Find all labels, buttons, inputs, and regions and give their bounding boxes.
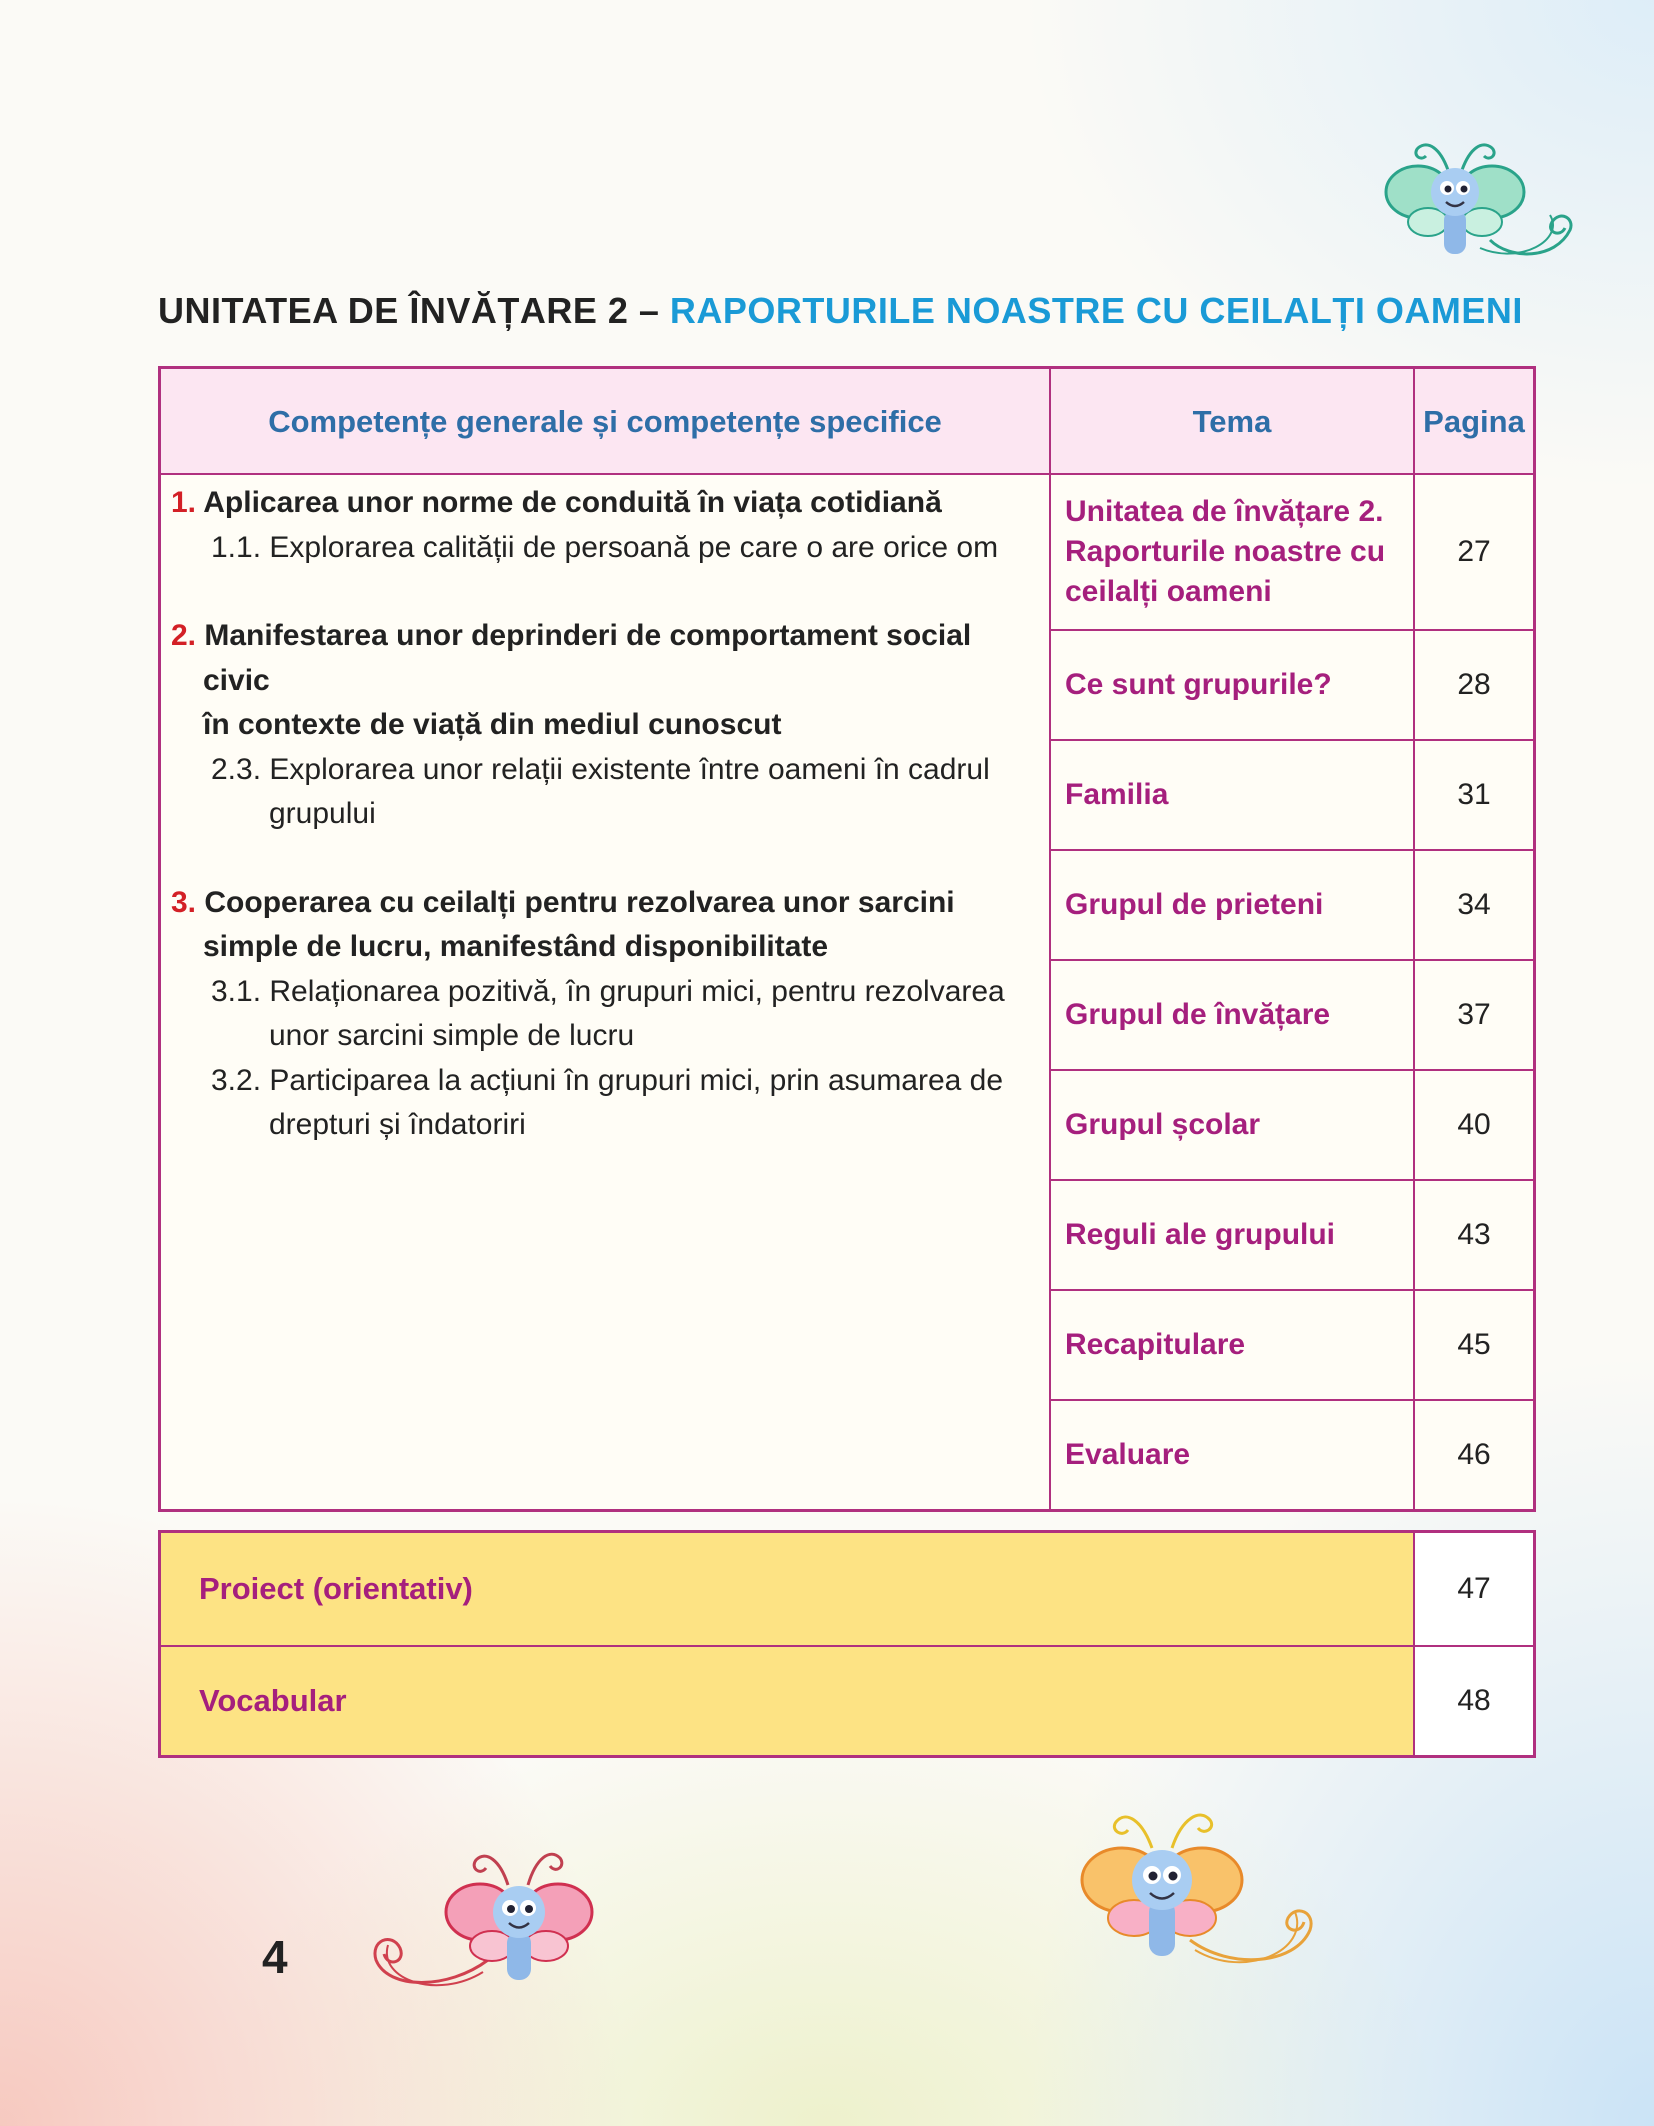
general-competence-continuation: în contexte de viață din mediul cunoscut xyxy=(203,708,782,741)
topic-page: 40 xyxy=(1457,1108,1491,1141)
extra-row xyxy=(161,1533,1533,1645)
butterfly-teal-icon xyxy=(1370,130,1580,270)
general-competence-text: Aplicarea unor norme de conduită în viața cotidiană xyxy=(203,486,942,519)
general-competence-text: Cooperarea cu ceilalți pentru rezolvarea unor sarcini simple de lucru, manifestând disponibilitate xyxy=(203,885,955,963)
topic-cell: Grupul de prieteni xyxy=(1065,888,1324,921)
header-topic: Tema xyxy=(1051,369,1413,474)
general-competence xyxy=(171,881,1051,970)
topic-cell: Ce sunt grupurile? xyxy=(1065,668,1332,701)
header-competences: Competențe generale și competențe specifice xyxy=(161,369,1049,474)
butterfly-orange-icon xyxy=(1060,1800,1320,1990)
topic-page: 34 xyxy=(1457,888,1491,921)
unit-heading-title: RAPORTURILE NOASTRE CU CEILALȚI OAMENI xyxy=(669,290,1523,331)
extra-page: 47 xyxy=(1415,1533,1533,1645)
extra-title: Proiect (orientativ) xyxy=(161,1533,1413,1645)
competences-table xyxy=(158,366,1536,1512)
header-page: Pagina xyxy=(1415,369,1533,474)
topic-cell: Recapitulare xyxy=(1065,1328,1246,1361)
topic-page: 28 xyxy=(1457,668,1491,701)
general-competence xyxy=(171,614,1051,703)
extra-title: Vocabular xyxy=(161,1647,1413,1755)
competence-number: 2. xyxy=(171,619,197,652)
column-divider xyxy=(1413,1533,1415,1755)
extras-table xyxy=(158,1530,1536,1758)
general-competence xyxy=(171,481,1051,526)
topic-page: 46 xyxy=(1457,1438,1491,1471)
topic-page: 27 xyxy=(1457,535,1491,568)
topic-page: 45 xyxy=(1457,1328,1491,1361)
topic-page: 43 xyxy=(1457,1218,1491,1251)
unit-heading-prefix: UNITATEA DE ÎNVĂȚARE 2 – xyxy=(158,290,660,331)
specific-competence: 1.1. Explorarea calității de persoană pe care o are orice om xyxy=(211,530,999,564)
unit-heading xyxy=(158,290,1523,332)
topic-page: 31 xyxy=(1457,778,1491,811)
topic-cell: Reguli ale grupului xyxy=(1065,1218,1336,1251)
page-number: 4 xyxy=(262,1931,288,1983)
butterfly-pink-icon xyxy=(368,1840,608,2010)
specific-competence: 3.2. Participarea la acțiuni în grupuri mici, prin asumarea de drepturi și îndatoriri xyxy=(211,1063,1004,1141)
topic-cell: Unitatea de învățare 2. Raporturile noastre cu ceilalți oameni xyxy=(1065,495,1386,608)
topic-cell: Grupul de învățare xyxy=(1065,998,1331,1031)
topic-cell: Evaluare xyxy=(1065,1438,1191,1471)
topic-cell: Grupul școlar xyxy=(1065,1108,1261,1141)
competence-number: 1. xyxy=(171,486,197,519)
general-competence-text: Manifestarea unor deprinderi de comportament social civic xyxy=(203,619,972,697)
competences-list xyxy=(171,481,1051,1148)
specific-competence: 2.3. Explorarea unor relații existente între oameni în cadrul grupului xyxy=(211,752,990,830)
topic-cell: Familia xyxy=(1065,778,1169,811)
topic-page: 37 xyxy=(1457,998,1491,1031)
extra-row xyxy=(161,1647,1533,1755)
extra-page: 48 xyxy=(1415,1647,1533,1755)
specific-competence: 3.1. Relaționarea pozitivă, în grupuri mici, pentru rezolvarea unor sarcini simple de lucru xyxy=(211,974,1005,1052)
competence-number: 3. xyxy=(171,885,197,919)
